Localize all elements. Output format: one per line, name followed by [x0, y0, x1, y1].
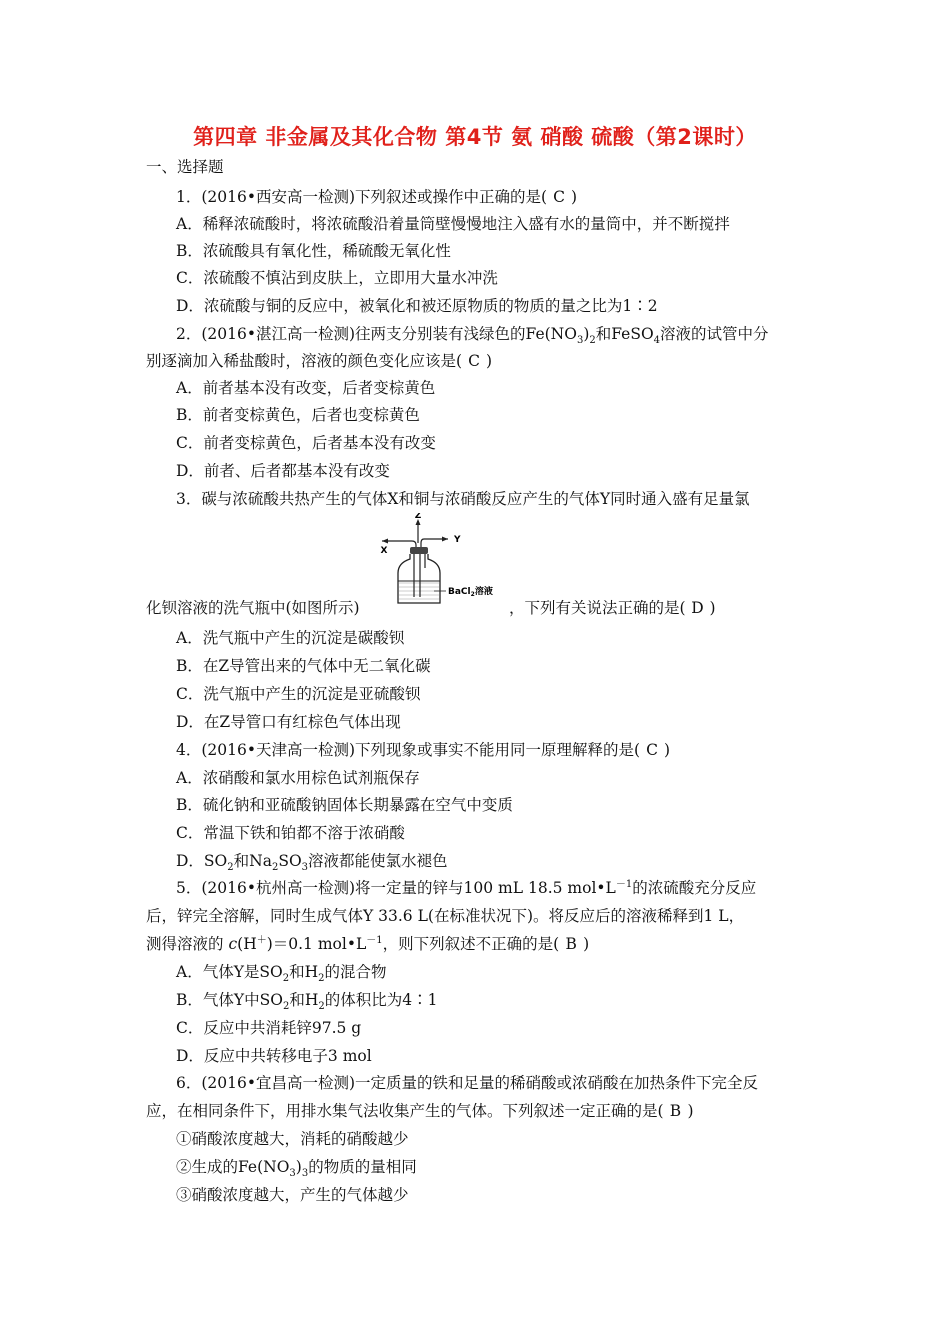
question-2-stem-line-1: 2．(2016•湛江高一检测)往两支分别装有浅绿色的$Fe(NO_3)_2$和FeSO$_4$溶液的试管中分 [176, 325, 769, 347]
gas-washing-bottle-figure [368, 513, 498, 607]
question-5-option-d: D．反应中共转移电子3 mol [176, 1047, 372, 1065]
bottle-body [398, 554, 440, 603]
question-6-statement-3: ③硝酸浓度越大，产生的气体越少 [176, 1186, 409, 1204]
question-4-answer: C [646, 741, 658, 759]
question-4-option-c: C．常温下铁和铂都不溶于浓硝酸 [176, 824, 405, 842]
question-3-stem-line-2-cont: ，下列有关说法正确的是( D ) [509, 599, 716, 617]
arrow-x-icon [382, 539, 388, 544]
question-2-option-a: A．前者基本没有改变，后者变棕黄色 [176, 379, 436, 397]
question-3-option-b: B．在Z导管出来的气体中无二氧化碳 [176, 657, 431, 675]
question-5-stem-line-3: 测得溶液的 c(H＋)＝0.1 $mol•L^{-1}$，则下列叙述不正确的是( B ) [146, 934, 590, 953]
question-3-option-c: C．洗气瓶中产生的沉淀是亚硫酸钡 [176, 685, 421, 703]
question-3-option-d: D．在Z导管口有红棕色气体出现 [176, 713, 401, 731]
question-1-stem: 1．(2016•西安高一检测)下列叙述或操作中正确的是( C ) [176, 188, 578, 206]
question-5-option-b: B．气体Y中$SO_2$和$H_2$的体积比为4∶1 [176, 991, 438, 1013]
label-x: X [380, 546, 388, 556]
page-title: 第四章 非金属及其化合物 第4节 氨 硝酸 硫酸（第2课时） [193, 125, 757, 149]
question-5-option-a: A．气体Y是$SO_2$和$H_2$的混合物 [176, 963, 387, 985]
question-4-option-d: D．$SO_2$和$Na_2SO_3$溶液都能使氯水褪色 [176, 852, 448, 874]
section-heading: 一、选择题 [146, 158, 224, 176]
question-5-stem-line-2: 后，锌完全溶解，同时生成气体Y 33.6 L(在标准状况下)。将反应后的溶液稀释到1 L， [146, 907, 745, 925]
label-y: Y [454, 535, 461, 545]
question-1-option-d: D．浓硫酸与铜的反应中，被氧化和被还原物质的物质的量之比为1∶2 [176, 297, 658, 315]
arrow-y-icon [442, 537, 448, 542]
question-2-option-b: B．前者变棕黄色，后者也变棕黄色 [176, 406, 420, 424]
label-z: Z [414, 513, 422, 521]
question-4-option-b: B．硫化钠和亚硫酸钠固体长期暴露在空气中变质 [176, 796, 513, 814]
question-2-option-d: D．前者、后者都基本没有改变 [176, 462, 390, 480]
question-3-option-a: A．洗气瓶中产生的沉淀是碳酸钡 [176, 629, 405, 647]
question-1-option-b: B．浓硫酸具有氧化性，稀硫酸无氧化性 [176, 242, 451, 260]
question-5-option-c: C．反应中共消耗锌97.5 g [176, 1019, 362, 1037]
question-4-option-a: A．浓硝酸和氯水用棕色试剂瓶保存 [176, 769, 420, 787]
label-bacl2-solution: BaCl$_2$溶液 [448, 587, 493, 598]
question-6-answer: B [669, 1102, 682, 1120]
bottle-stopper [410, 547, 428, 554]
question-1-answer: C [553, 188, 565, 206]
question-6-stem-line-2: 应，在相同条件下，用排水集气法收集产生的气体。下列叙述一定正确的是( B ) [146, 1102, 694, 1120]
question-5-stem-line-1: 5．(2016•杭州高一检测)将一定量的锌与100 mL 18.5 $mol•L^{-1}$的浓硫酸充分反应 [176, 878, 757, 897]
question-6-stem-line-1: 6．(2016•宜昌高一检测)一定质量的铁和足量的稀硝酸或浓硝酸在加热条件下完全反 [176, 1074, 759, 1092]
question-2-answer: C [468, 352, 480, 370]
question-2-option-c: C．前者变棕黄色，后者基本没有改变 [176, 434, 436, 452]
question-3-stem-line-2: 化钡溶液的洗气瓶中(如图所示) [146, 599, 360, 617]
question-5-answer: B [565, 935, 577, 953]
question-4-stem: 4．(2016•天津高一检测)下列现象或事实不能用同一原理解释的是( C ) [176, 741, 671, 759]
question-6-statement-1: ①硝酸浓度越大，消耗的硝酸越少 [176, 1130, 409, 1148]
liquid-shading [399, 583, 439, 599]
question-1-option-c: C．浓硫酸不慎沾到皮肤上，立即用大量水冲洗 [176, 269, 498, 287]
gas-washing-bottle-diagram [368, 513, 498, 607]
question-1-option-a: A．稀释浓硫酸时，将浓硫酸沿着量筒壁慢慢地注入盛有水的量筒中，并不断搅拌 [176, 215, 730, 233]
question-2-stem-line-2: 别逐滴加入稀盐酸时，溶液的颜色变化应该是( C ) [146, 352, 492, 370]
question-6-statement-2: ②生成的$Fe(NO_3)_3$的物质的量相同 [176, 1158, 417, 1180]
question-3-answer: D [691, 599, 704, 617]
question-3-stem-line-1: 3．碳与浓硫酸共热产生的气体X和铜与浓硝酸反应产生的气体Y同时通入盛有足量氯 [176, 490, 750, 508]
